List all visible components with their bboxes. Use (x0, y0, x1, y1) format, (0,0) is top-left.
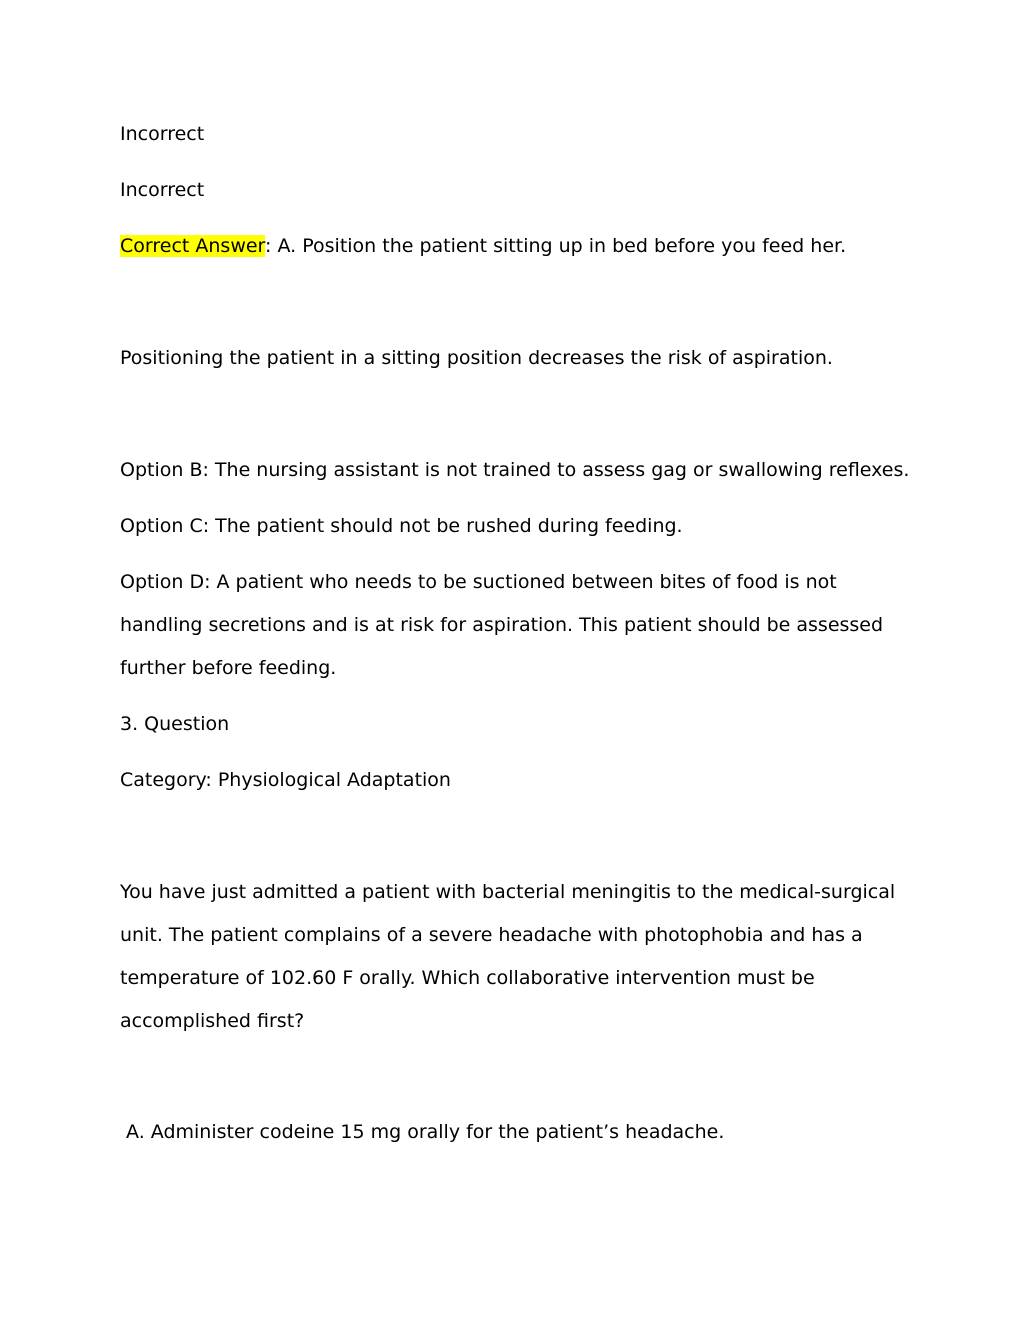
question-text-line-3: temperature of 102.60 F orally. Which collaborative intervention must be (120, 967, 815, 989)
question-text-line-4: accomplished first? (120, 1010, 305, 1032)
option-d-line-3: further before feeding. (120, 657, 337, 679)
correct-answer-text: : A. Position the patient sitting up in bed before you feed her. (265, 235, 847, 257)
status-incorrect-2: Incorrect (120, 179, 205, 201)
option-c-text: Option C: The patient should not be rushed during feeding. (120, 515, 683, 537)
question-text-line-2: unit. The patient complains of a severe headache with photophobia and has a (120, 924, 863, 946)
correct-answer-line (120, 234, 910, 258)
option-b-text: Option B: The nursing assistant is not trained to assess gag or swallowing reflexes. (120, 459, 910, 481)
answer-option-a: A. Administer codeine 15 mg orally for the patient’s headache. (120, 1121, 725, 1143)
correct-answer-label: Correct Answer (120, 235, 266, 257)
rationale-text: Positioning the patient in a sitting position decreases the risk of aspiration. (120, 347, 833, 369)
question-text-line-1: You have just admitted a patient with bacterial meningitis to the medical-surgical (120, 881, 896, 903)
question-number: 3. Question (120, 713, 230, 735)
option-d-line-2: handling secretions and is at risk for aspiration. This patient should be assessed (120, 614, 884, 636)
option-d-line-1: Option D: A patient who needs to be suctioned between bites of food is not (120, 571, 837, 593)
question-category: Category: Physiological Adaptation (120, 769, 451, 791)
status-incorrect-1: Incorrect (120, 123, 205, 145)
